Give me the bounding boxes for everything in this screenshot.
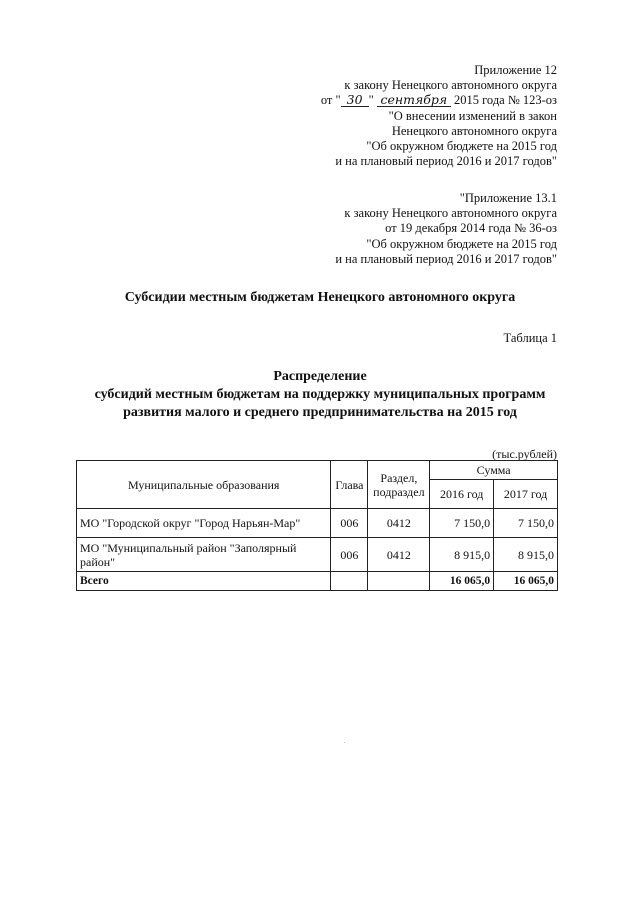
appendix-13-1-title: "Приложение 13.1: [459, 191, 557, 205]
appendix-12-date: от " 30 " сентября 2015 года № 123-оз: [320, 92, 557, 108]
appendix-13-1-period: и на плановый период 2016 и 2017 годов": [335, 251, 557, 266]
cell-total-2016: 16 065,0: [430, 572, 494, 591]
subsidy-table: [76, 460, 558, 591]
cell-glava: 006: [331, 538, 368, 572]
appendix-12-amend: "О внесении изменений в закон: [388, 108, 557, 123]
table-label: Таблица 1: [503, 331, 557, 345]
cell-total-2017: 16 065,0: [494, 572, 558, 591]
appendix-13-1-budget: "Об окружном бюджете на 2015 год: [366, 236, 557, 251]
cell-glava: 006: [331, 509, 368, 538]
appendix-12-budget: "Об окружном бюджете на 2015 год: [366, 139, 557, 154]
cell-razdel: 0412: [368, 538, 430, 572]
cell-total-label: Всего: [77, 572, 331, 591]
header-razdel: Раздел, подраздел: [368, 461, 430, 509]
cell-total-razdel: [368, 572, 430, 591]
distribution-title-line1: Распределение: [273, 369, 367, 384]
table-row: [77, 538, 558, 572]
distribution-title-line2: субсидий местным бюджетам на поддержку муниципальных программ: [94, 387, 546, 402]
table-total-row: [77, 572, 558, 591]
cell-total-glava: [331, 572, 368, 591]
scan-speck: [344, 742, 345, 743]
header-municipalities: Муниципальные образования: [77, 461, 331, 509]
cell-2016: 7 150,0: [430, 509, 494, 538]
units-label: (тыс.рублей): [492, 447, 557, 461]
appendix-12-period: и на плановый период 2016 и 2017 годов": [335, 154, 557, 169]
cell-razdel: 0412: [368, 509, 430, 538]
appendix-12-law: к закону Ненецкого автономного округа: [344, 78, 557, 93]
appendix-12-header: [227, 63, 557, 169]
cell-2017: 7 150,0: [494, 509, 558, 538]
appendix-13-1-law: к закону Ненецкого автономного округа: [344, 206, 557, 221]
header-summa: Сумма: [430, 461, 558, 480]
appendix-13-1-header: [227, 191, 557, 267]
appendix-12-title: Приложение 12: [474, 63, 557, 77]
header-2016: 2016 год: [430, 480, 494, 509]
cell-name: МО "Городской округ "Город Нарьян-Мар": [77, 509, 331, 538]
appendix-13-1-date: от 19 декабря 2014 года № 36-оз: [385, 221, 557, 236]
cell-name: МО "Муниципальный район "Заполярный район": [77, 538, 331, 572]
header-glava: Глава: [331, 461, 368, 509]
document-title: Субсидии местным бюджетам Ненецкого автономного округа: [124, 290, 516, 305]
handwritten-day: 30: [341, 93, 369, 107]
header-2017: 2017 год: [494, 480, 558, 509]
table-header-row: [77, 461, 558, 480]
handwritten-month: сентября: [377, 93, 451, 107]
cell-2016: 8 915,0: [430, 538, 494, 572]
appendix-12-region: Ненецкого автономного округа: [391, 123, 557, 138]
table-row: [77, 509, 558, 538]
cell-2017: 8 915,0: [494, 538, 558, 572]
distribution-title: [0, 368, 640, 422]
distribution-title-line3: развития малого и среднего предпринимательства на 2015 год: [123, 405, 517, 420]
